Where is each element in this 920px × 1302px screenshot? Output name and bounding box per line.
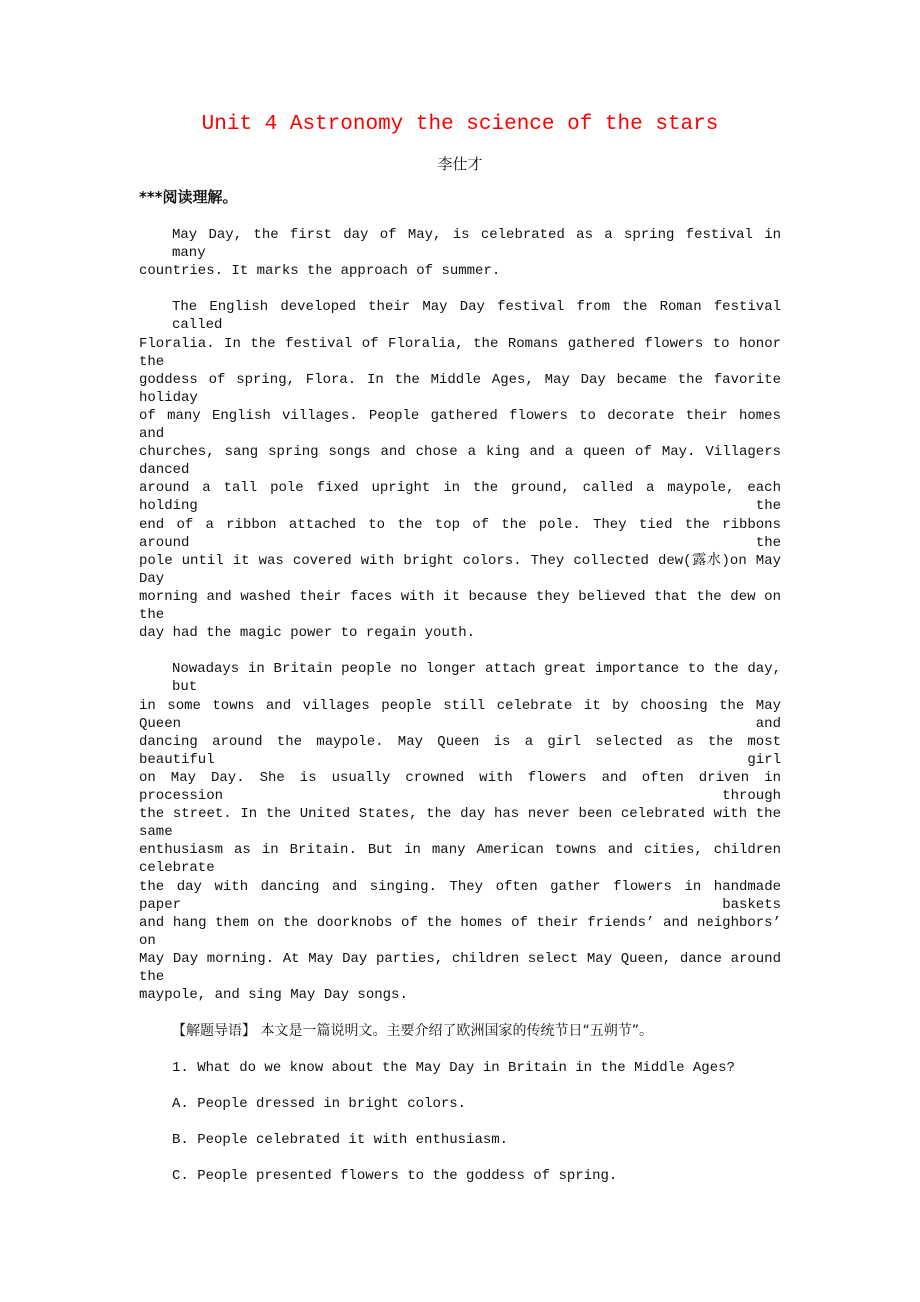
answer-option: B. People celebrated it with enthusiasm. bbox=[172, 1132, 509, 1148]
passage-line: Nowadays in Britain people no longer attach great importance to the day, but bbox=[172, 661, 781, 695]
passage-line: dancing around the maypole. May Queen is a girl selected as the most beautiful girl bbox=[139, 734, 781, 768]
passage-line: on May Day. She is usually crowned with flowers and often driven in procession through bbox=[139, 770, 781, 804]
passage-line: pole until it was covered with bright colors. They collected dew(露水)on May Day bbox=[139, 553, 781, 587]
reading-guide: 【解题导语】 本文是一篇说明文。主要介绍了欧洲国家的传统节日“五朔节”。 bbox=[172, 1023, 653, 1039]
passage-line: around a tall pole fixed upright in the ground, called a maypole, each holding the bbox=[139, 480, 781, 514]
passage-line: May Day morning. At May Day parties, children select May Queen, dance around the bbox=[139, 951, 781, 985]
passage-line: enthusiasm as in Britain. But in many American towns and cities, children celebrate bbox=[139, 842, 781, 876]
passage-line: end of a ribbon attached to the top of the pole. They tied the ribbons around the bbox=[139, 517, 781, 551]
author-name: 李仕才 bbox=[437, 155, 483, 173]
document-title: Unit 4 Astronomy the science of the stars bbox=[201, 113, 719, 136]
passage-line: day had the magic power to regain youth. bbox=[139, 625, 476, 641]
answer-option: C. People presented flowers to the goddess of spring. bbox=[172, 1168, 618, 1184]
section-heading: ***阅读理解。 bbox=[139, 188, 238, 206]
passage-line: and hang them on the doorknobs of the homes of their friends’ and neighbors’ on bbox=[139, 915, 781, 949]
passage-line: the day with dancing and singing. They often gather flowers in handmade paper baskets bbox=[139, 879, 781, 913]
passage-line: Floralia. In the festival of Floralia, the Romans gathered flowers to honor the bbox=[139, 336, 781, 370]
passage-line: maypole, and sing May Day songs. bbox=[139, 987, 408, 1003]
passage-line: in some towns and villages people still celebrate it by choosing the May Queen and bbox=[139, 698, 781, 732]
passage-line: The English developed their May Day festival from the Roman festival called bbox=[172, 299, 781, 333]
passage-line: morning and washed their faces with it because they believed that the dew on the bbox=[139, 589, 781, 623]
passage-line: churches, sang spring songs and chose a king and a queen of May. Villagers danced bbox=[139, 444, 781, 478]
passage-line: the street. In the United States, the day has never been celebrated with the same bbox=[139, 806, 781, 840]
passage-line: goddess of spring, Flora. In the Middle Ages, May Day became the favorite holiday bbox=[139, 372, 781, 406]
question-stem: 1. What do we know about the May Day in Britain in the Middle Ages? bbox=[172, 1060, 735, 1076]
answer-option: A. People dressed in bright colors. bbox=[172, 1096, 467, 1112]
passage-line: May Day, the first day of May, is celebrated as a spring festival in many bbox=[172, 227, 781, 261]
passage-line: of many English villages. People gathered flowers to decorate their homes and bbox=[139, 408, 781, 442]
passage-line: countries. It marks the approach of summer. bbox=[139, 263, 501, 279]
